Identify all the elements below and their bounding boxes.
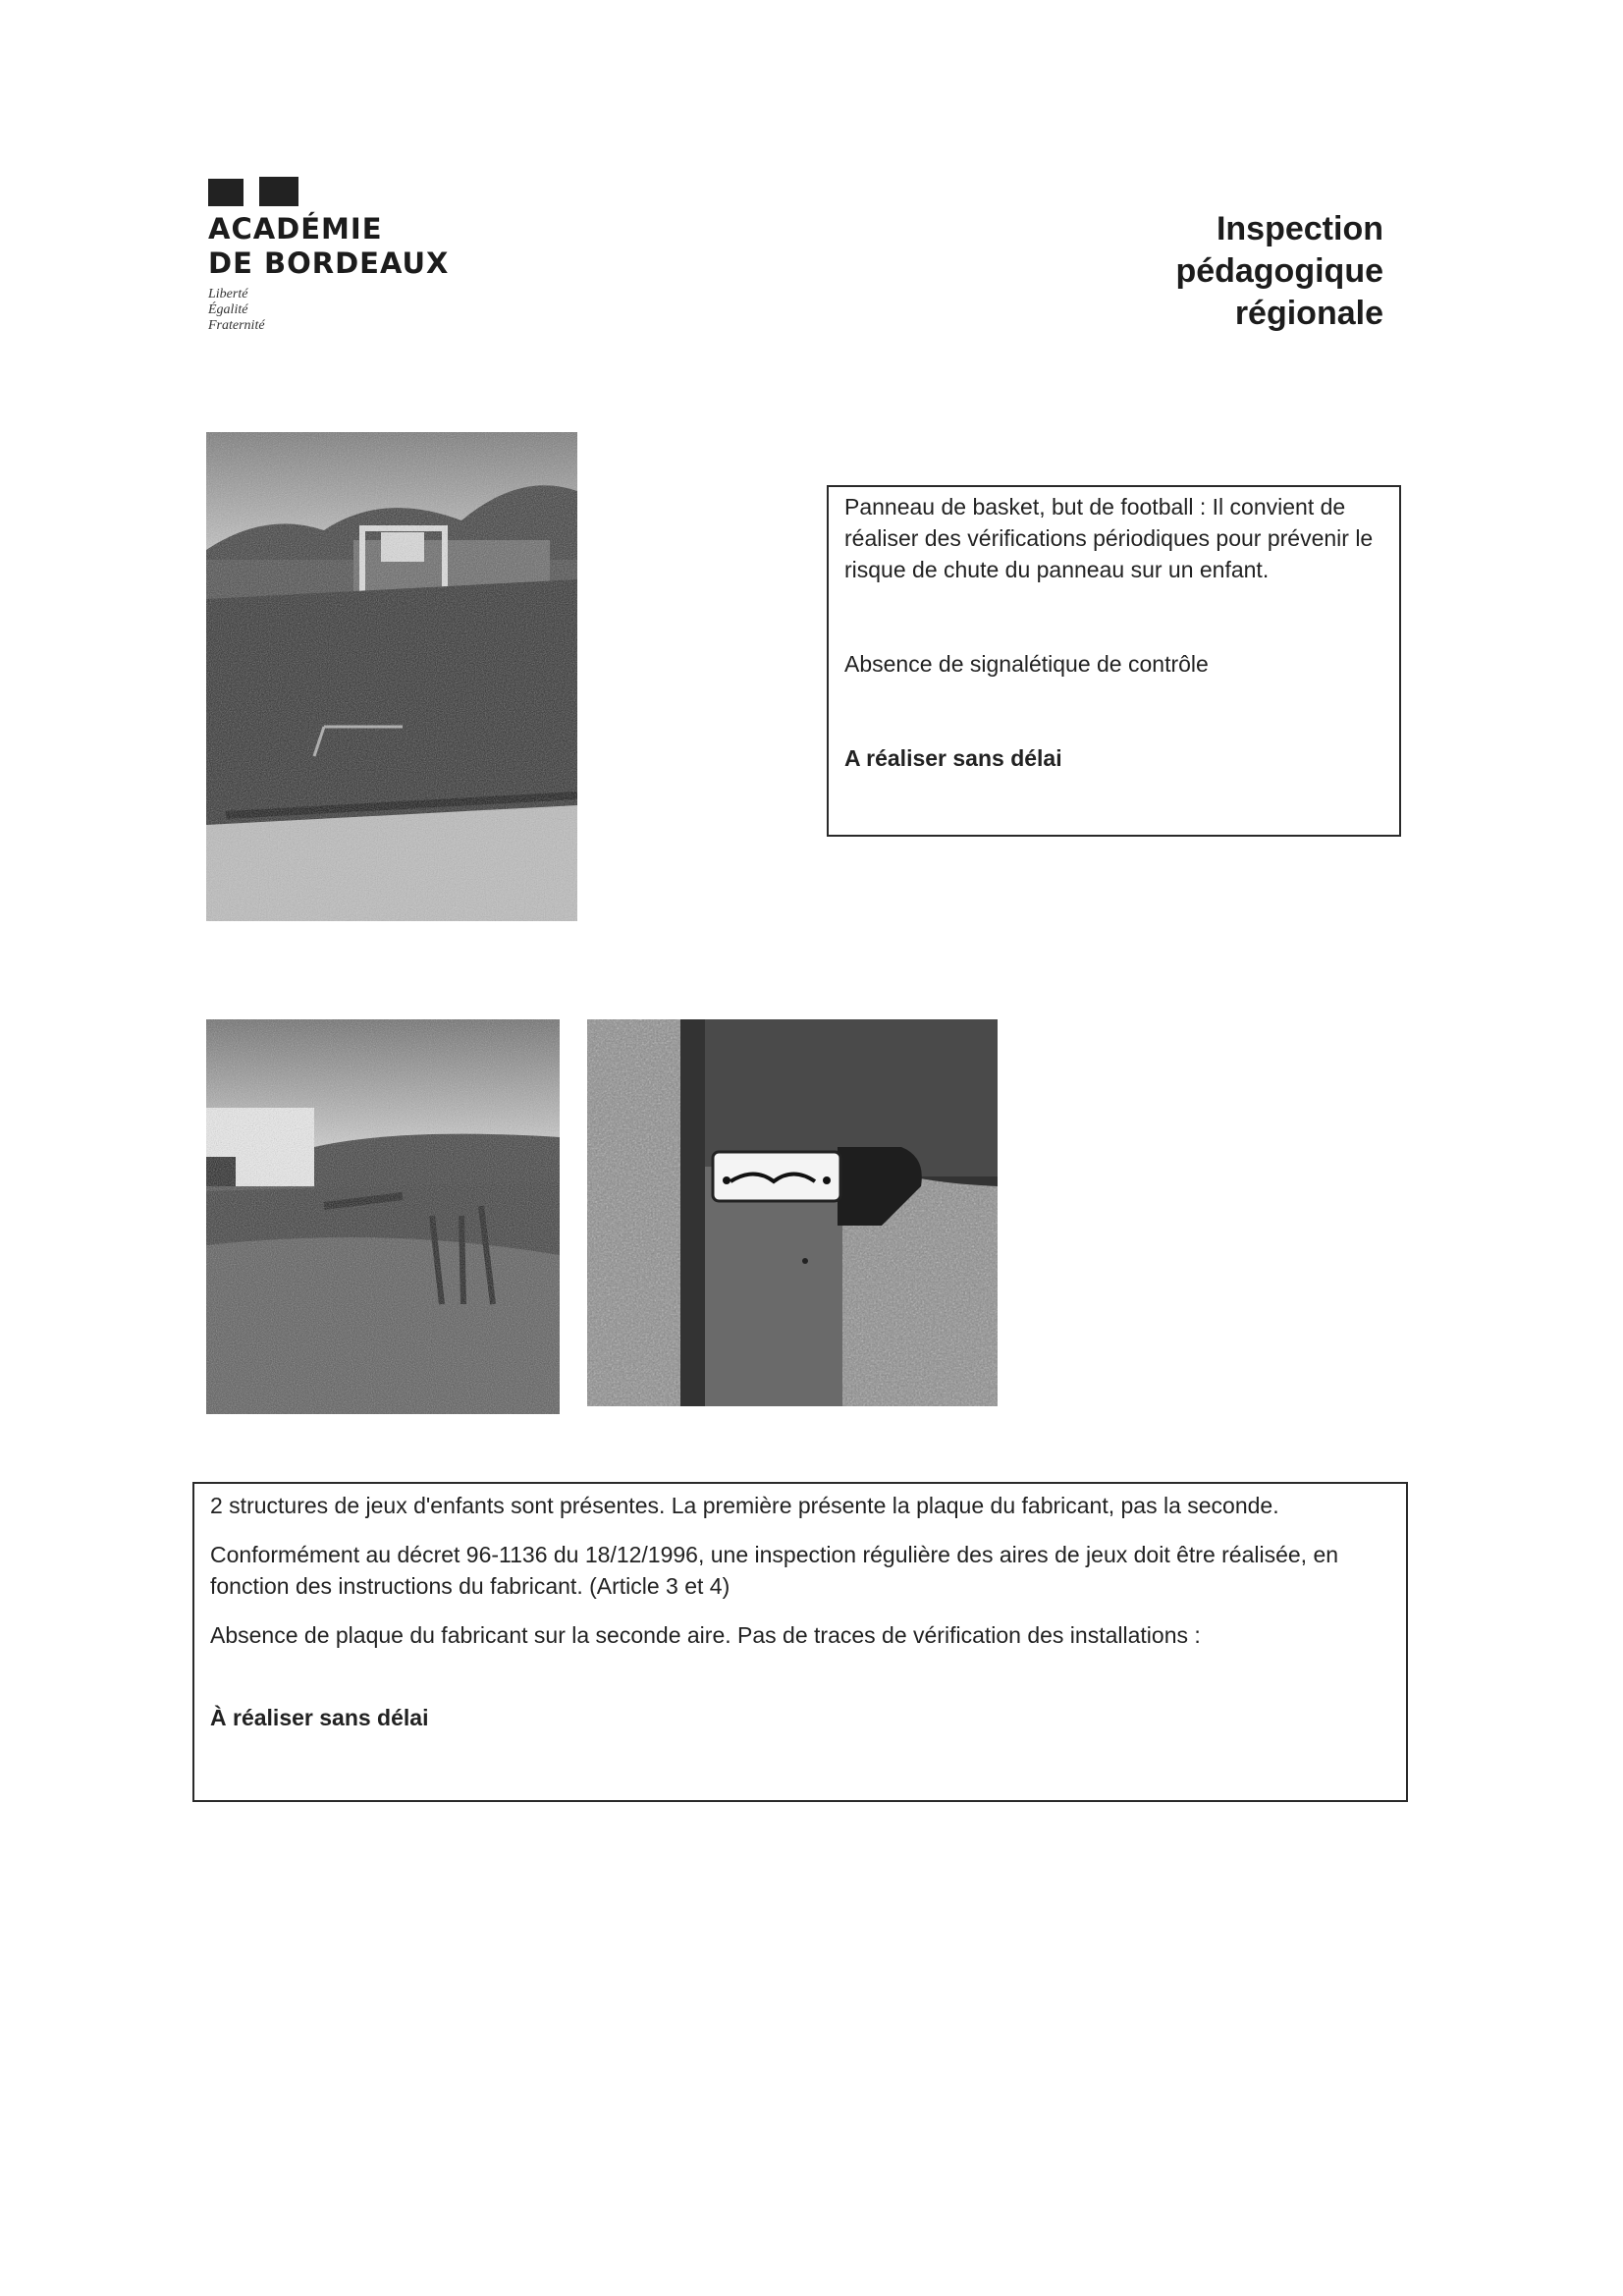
photo-manufacturer-plate [587,1019,998,1406]
motto-fraternite: Fraternité [208,318,265,333]
academy-logo [208,177,463,334]
note-basket-action: A réaliser sans délai [844,745,1062,771]
academy-name-line1: ACADÉMIE [208,212,383,246]
academy-name-line2: DE BORDEAUX [208,246,450,280]
photo-playground [206,1019,560,1414]
service-line-1: Inspection [1216,210,1383,247]
note-basket-finding: Absence de signalétique de contrôle [844,651,1209,677]
note-play-para2: Conformément au décret 96-1136 du 18/12/1996, une inspection régulière des aires de jeux doit être réalisée, en fonction des instructions du fabricant. (Article 3 et 4) [210,1542,1339,1599]
note-basket-text: Panneau de basket, but de football : Il convient de réaliser des vérifications périodiques pour prévenir le risque de chute du panneau sur un enfant. [844,494,1374,582]
marianne-logo-icon [208,177,463,206]
republic-motto [208,287,463,334]
photo-basketball-court [206,432,577,921]
motto-liberte: Liberté [208,287,248,301]
service-line-3: régionale [1234,295,1383,332]
note-basketball-hoop [827,485,1401,837]
motto-egalite: Égalité [208,302,248,317]
service-title [1089,208,1383,335]
academy-name [208,212,463,281]
note-play-para1: 2 structures de jeux d'enfants sont présentes. La première présente la plaque du fabricant, pas la seconde. [210,1493,1279,1518]
note-playground-structures [192,1482,1408,1802]
note-play-para3: Absence de plaque du fabricant sur la seconde aire. Pas de traces de vérification des installations : [210,1622,1201,1648]
service-line-2: pédagogique [1175,252,1383,290]
note-play-action: À réaliser sans délai [210,1705,429,1730]
